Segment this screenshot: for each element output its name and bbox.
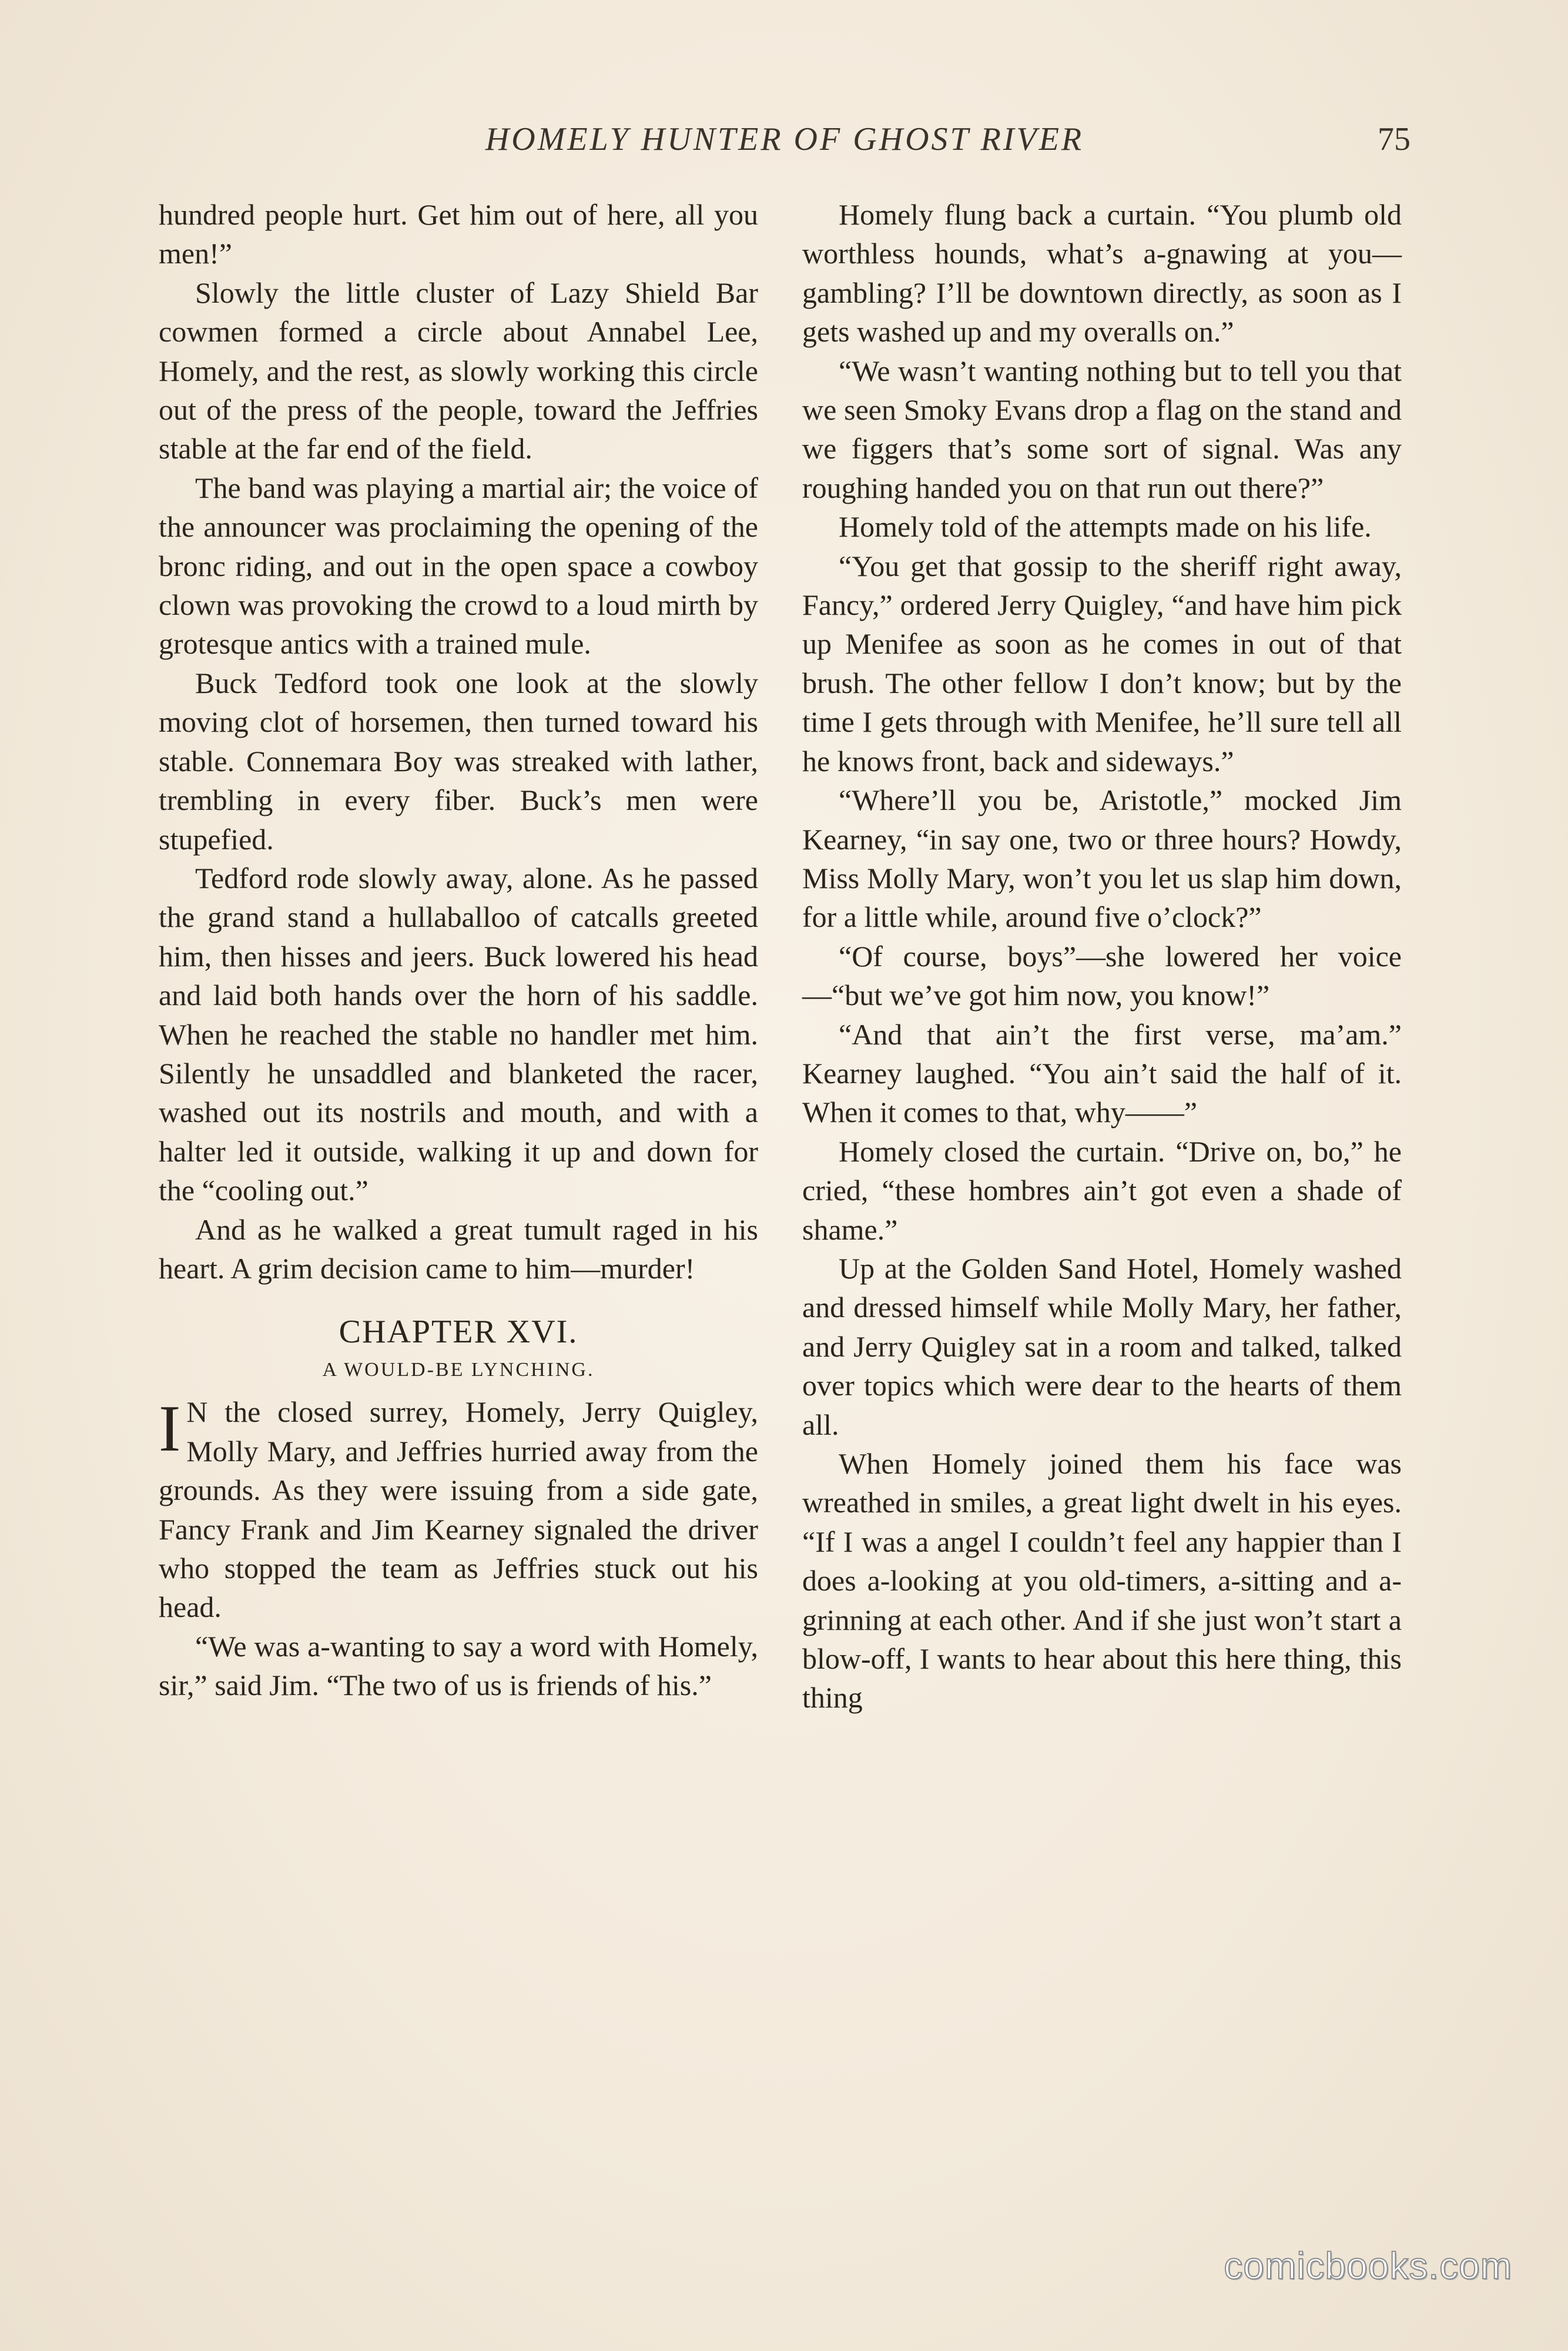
chapter-subtitle: A WOULD-BE LYNCHING. bbox=[322, 1359, 595, 1381]
paragraph: The band was playing a martial air; the voice of the announcer was proclaiming the opening of the bronc riding, and out in the open space a cowboy clown was provoking the crowd to a loud mirth by grotesque antics with a trained mule. bbox=[159, 471, 758, 661]
right-column bbox=[802, 195, 1402, 1717]
paragraph: “Where’ll you be, Aristotle,” mocked Jim Kearney, “in say one, two or three hours? Howdy, Miss Molly Mary, won’t you let us slap him down, for a little while, around five o’clock?” bbox=[802, 783, 1402, 934]
paragraph: Tedford rode slowly away, alone. As he passed the grand stand a hullaballoo of catcalls greeted him, then hisses and jeers. Buck lowered his head and laid both hands over the horn of his saddle. When he reached the stable no handler met him. Silently he unsaddled and blanketed the racer, washed out its nostrils and mouth, and with a halter led it outside, walking it up and down for the “cooling out.” bbox=[159, 861, 758, 1207]
paragraph: Homely told of the attempts made on his life. bbox=[839, 510, 1372, 544]
chapter-title: CHAPTER XVI. bbox=[339, 1314, 578, 1351]
paragraph: Homely closed the curtain. “Drive on, bo,” he cried, “these hombres ain’t got even a shade of shame.” bbox=[802, 1134, 1402, 1246]
paragraph: hundred people hurt. Get him out of here, all you men!” bbox=[159, 198, 758, 270]
chapter-opening-text: N the closed surrey, Homely, Jerry Quigley, Molly Mary, and Jeffries hurried away from the grounds. As they were issuing from a side gate, Fancy Frank and Jim Kearney signaled the driver who stopped the team as Jeffries stuck out his head. bbox=[159, 1395, 758, 1624]
left-column bbox=[159, 195, 758, 1705]
paragraph: “We wasn’t wanting nothing but to tell you that we seen Smoky Evans drop a flag on the stand and we figgers that’s some sort of signal. Was any roughing handed you on that run out there?” bbox=[802, 354, 1402, 504]
paragraph: And as he walked a great tumult raged in his heart. A grim decision came to him—murder! bbox=[159, 1213, 758, 1285]
paragraph: “Of course, boys”—she lowered her voice—“but we’ve got him now, you know!” bbox=[802, 939, 1402, 1012]
paragraph: When Homely joined them his face was wreathed in smiles, a great light dwelt in his eyes. “If I was a angel I couldn’t feel any happier than I does a-looking at you old-timers, a-sitting and a-grinning at each other. And if she just won’t start a blow-off, I wants to hear about this here thing, this thing bbox=[802, 1447, 1402, 1714]
running-head: HOMELY HUNTER OF GHOST RIVER bbox=[485, 121, 1084, 158]
paragraph: “We was a-wanting to say a word with Homely, sir,” said Jim. “The two of us is friends of his.” bbox=[159, 1629, 758, 1702]
chapter-opening-paragraph bbox=[159, 1392, 758, 1626]
watermark-logo: comicbooks.com bbox=[1224, 2245, 1512, 2287]
drop-cap: I bbox=[159, 1392, 181, 1466]
paragraph: Slowly the little cluster of Lazy Shield Bar cowmen formed a circle about Annabel Lee, Homely, and the rest, as slowly working this circle out of the press of the people, toward the Jeffries stable at the far end of the field. bbox=[159, 276, 758, 465]
paragraph: Buck Tedford took one look at the slowly moving clot of horsemen, then turned toward his stable. Connemara Boy was streaked with lather, trembling in every fiber. Buck’s men were stupefied. bbox=[159, 666, 758, 856]
paragraph: “And that ain’t the first verse, ma’am.” Kearney laughed. “You ain’t said the half of it. When it comes to that, why——” bbox=[802, 1017, 1402, 1129]
page-header bbox=[159, 120, 1410, 168]
paragraph: “You get that gossip to the sheriff right away, Fancy,” ordered Jerry Quigley, “and have him pick up Menifee as soon as he comes in out of that brush. The other fellow I don’t know; but by the time I gets through with Menifee, he’ll sure tell all he knows front, back and sideways.” bbox=[802, 549, 1402, 778]
paragraph: Up at the Golden Sand Hotel, Homely washed and dressed himself while Molly Mary, her father, and Jerry Quigley sat in a room and talked, talked over topics which were dear to the hearts of them all. bbox=[802, 1251, 1402, 1441]
paragraph: Homely flung back a curtain. “You plumb old worthless hounds, what’s a-gnawing at you—gambling? I’ll be downtown directly, as soon as I gets washed up and my overalls on.” bbox=[802, 198, 1402, 349]
page-number: 75 bbox=[1378, 121, 1410, 158]
